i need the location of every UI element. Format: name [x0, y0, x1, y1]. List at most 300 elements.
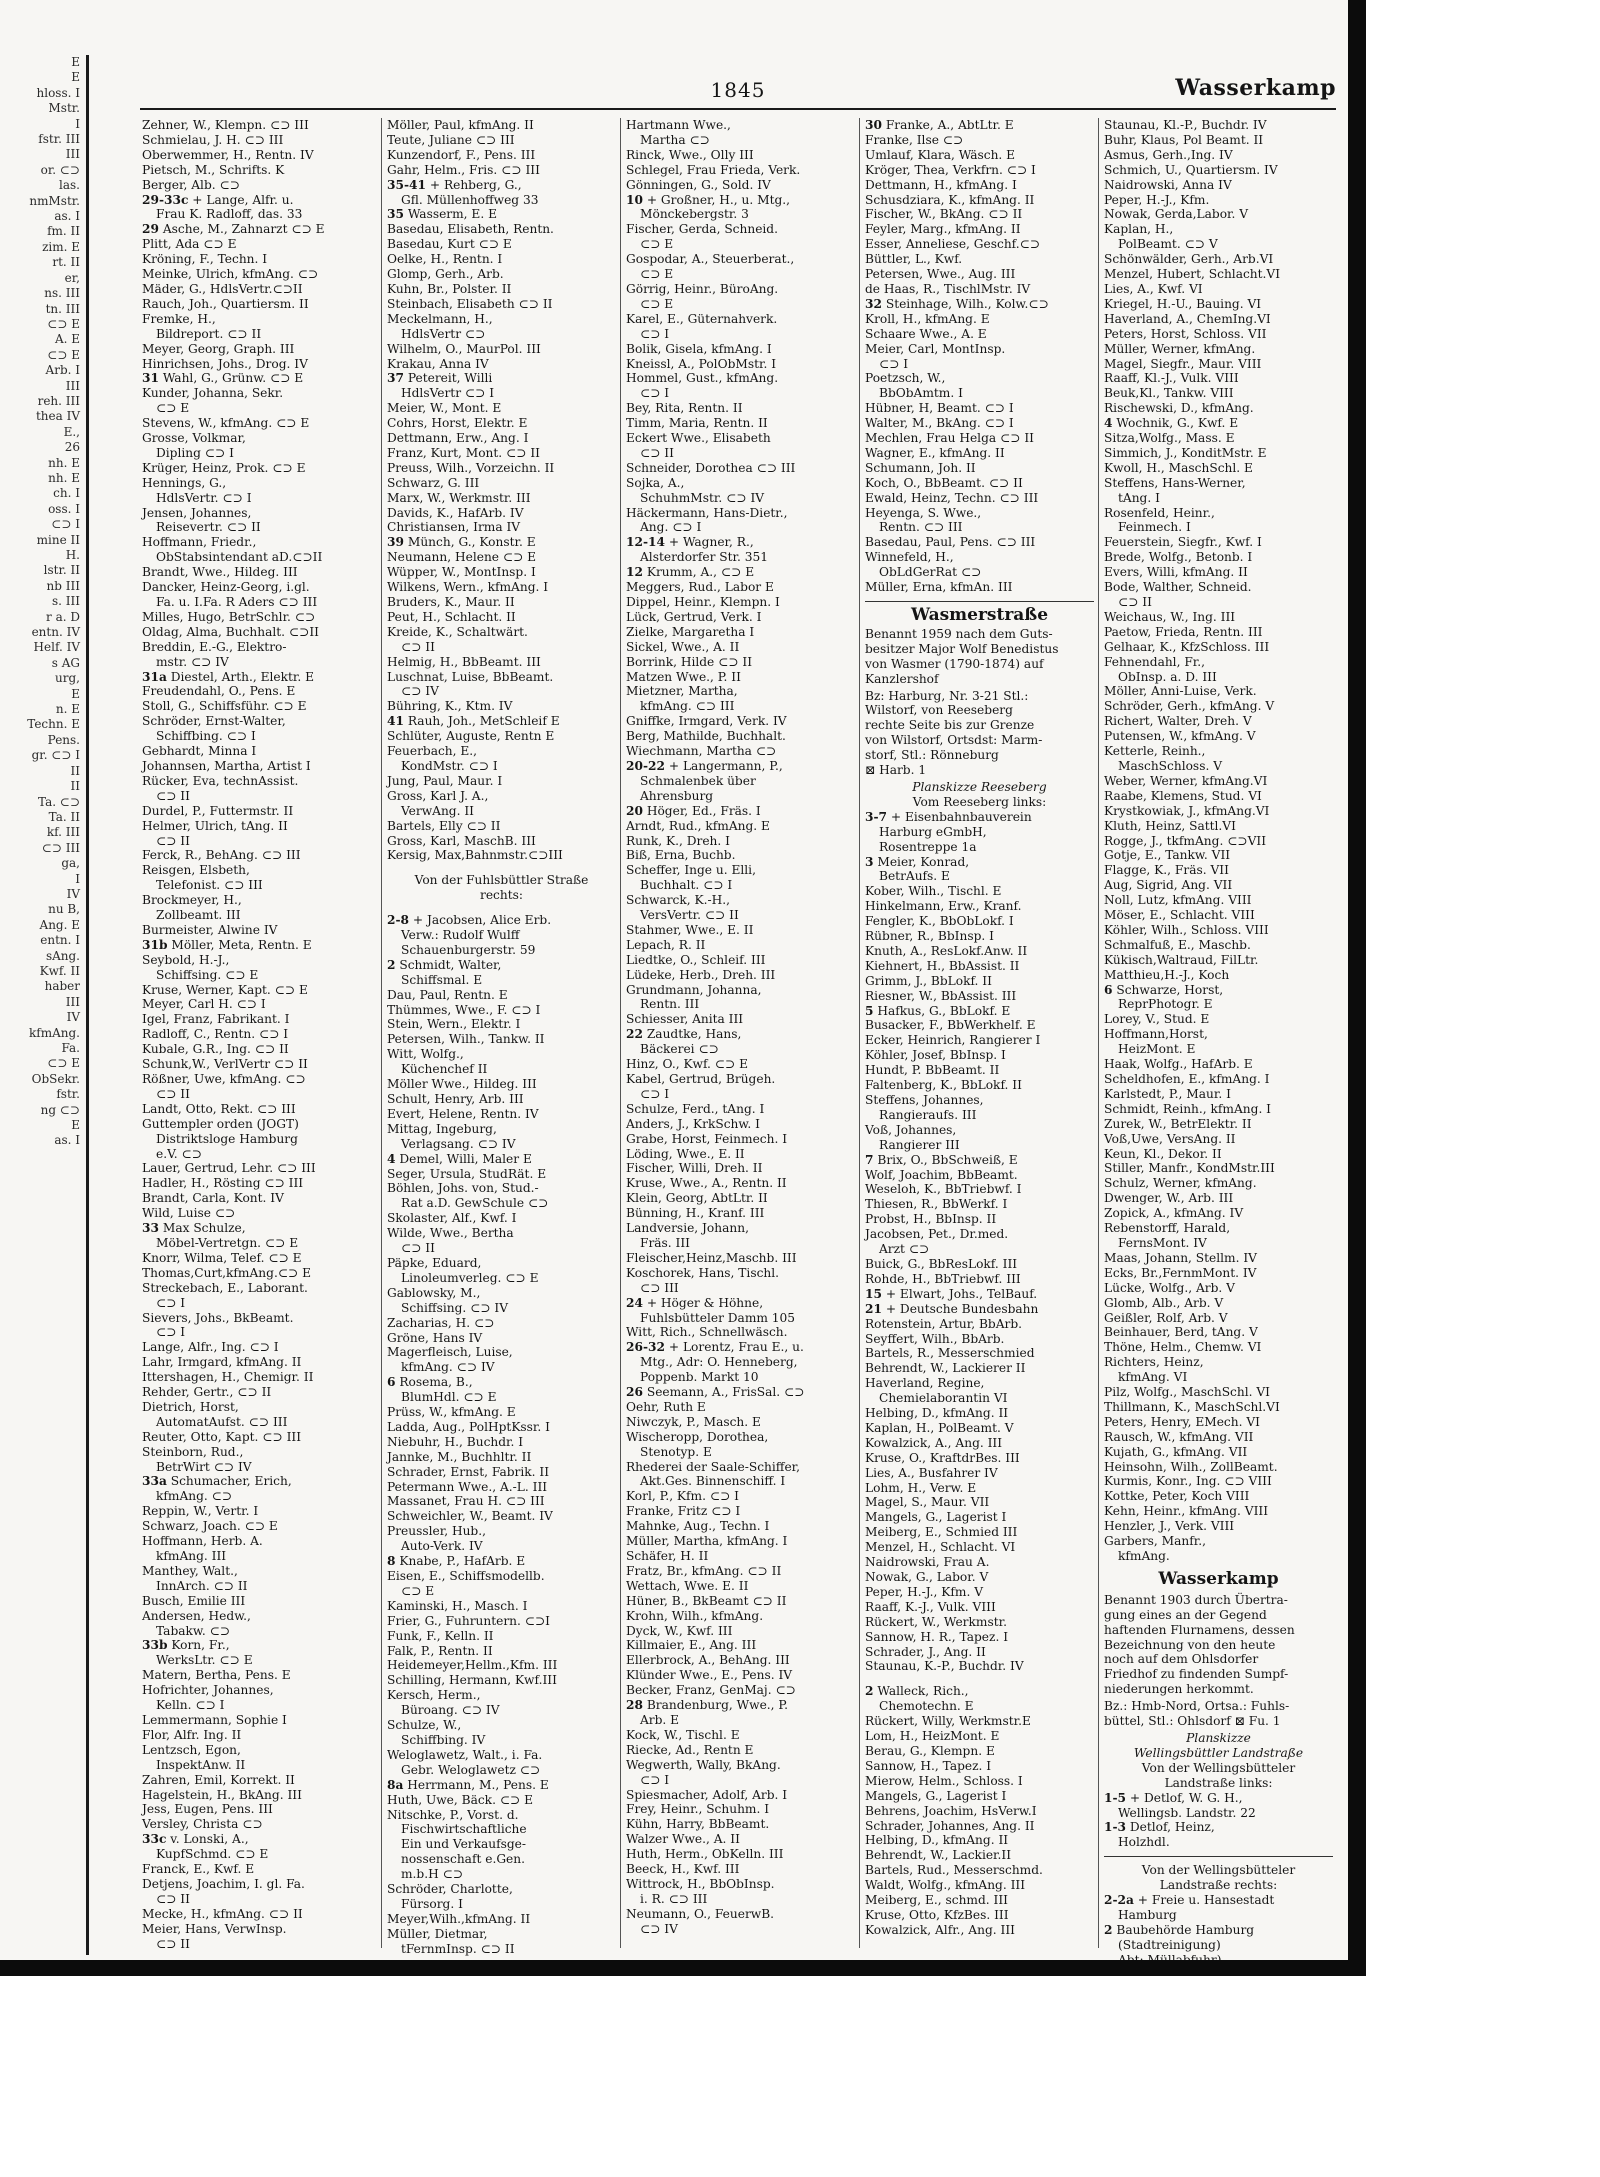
directory-entry	[142, 1862, 377, 1877]
directory-entry	[865, 222, 1094, 237]
entry-text: Umlauf, Klara, Wäsch. E	[865, 147, 1016, 162]
directory-entry	[626, 1266, 855, 1281]
entry-continuation	[387, 1390, 616, 1405]
entry-text: Neumann, Helene ⊂⊃ E	[387, 550, 537, 565]
entry-text: Ferck, R., BehAng. ⊂⊃ III	[142, 848, 301, 863]
directory-entry	[626, 1340, 855, 1355]
directory-entry	[865, 178, 1094, 193]
entry-text: Meier, Carl, MontInsp.	[865, 341, 1006, 356]
column-2	[381, 118, 620, 1956]
entry-text: Oldag, Alma, Buchhalt. ⊂⊃II	[142, 624, 319, 639]
entry-continuation	[142, 491, 377, 506]
bleed-fragment: A. E	[54, 332, 80, 347]
entry-text: Streckebach, E., Laborant.	[142, 1280, 308, 1295]
entry-text: Fremke, H.,	[142, 311, 216, 326]
directory-entry	[626, 148, 855, 163]
section-rule	[1104, 1856, 1333, 1857]
directory-entry	[626, 252, 855, 267]
directory-entry	[626, 1519, 855, 1534]
entry-text: Franke, Fritz ⊂⊃ I	[626, 1504, 741, 1519]
entry-text: Schunk,W., VerlVertr ⊂⊃ II	[142, 1057, 308, 1072]
directory-entry	[142, 357, 377, 372]
entry-text: Scheldhofen, E., kfmAng. I	[1104, 1072, 1270, 1086]
entry-text: Verlagsang. ⊂⊃ IV	[401, 1136, 516, 1151]
note-line: haftenden Flurnamens, dessen	[1104, 1622, 1295, 1637]
directory-entry	[387, 789, 616, 804]
directory-entry	[626, 1862, 855, 1877]
entry-text: Löding, Wwe., E. II	[626, 1146, 745, 1161]
entry-text: Häckermann, Hans-Dietr.,	[626, 505, 788, 520]
entry-text: Bildreport. ⊂⊃ II	[156, 326, 262, 341]
entry-text: Koch, O., BbBeamt. ⊂⊃ II	[865, 475, 1023, 490]
entry-text: Heyenga, S. Wwe.,	[865, 505, 982, 520]
directory-entry	[1104, 1311, 1333, 1326]
entry-text: Kruse, O., KraftdrBes. III	[865, 1450, 1020, 1465]
entry-text: Meinke, Ulrich, kfmAng. ⊂⊃	[142, 267, 319, 282]
house-number: 2-2a	[1104, 1893, 1134, 1908]
directory-entry	[142, 1117, 377, 1132]
house-number: 33b	[142, 1638, 168, 1653]
entry-text: Küchenchef II	[401, 1062, 488, 1077]
entry-continuation	[387, 1137, 616, 1152]
directory-entry	[865, 163, 1094, 178]
directory-entry	[1104, 1087, 1333, 1102]
entry-text: Sannow, H. R., Tapez. I	[865, 1629, 1009, 1644]
entry-text: Fengler, K., BbObLokf. I	[865, 914, 1014, 929]
directory-entry	[142, 1221, 377, 1236]
entry-text: Wischeropp, Dorothea,	[626, 1429, 769, 1444]
entry-text: Schaare Wwe., A. E	[865, 326, 987, 341]
entry-text: Buchhalt. ⊂⊃ I	[640, 878, 733, 893]
directory-entry	[1104, 252, 1333, 267]
entry-text: Feuerstein, Siegfr., Kwf. I	[1104, 535, 1262, 550]
entry-continuation	[1104, 237, 1333, 252]
entry-text: Koschorek, Hans, Tischl.	[626, 1265, 780, 1280]
entry-continuation	[626, 1713, 855, 1728]
directory-entry	[865, 1406, 1094, 1421]
entry-text: Seger, Ursula, StudRät. E	[387, 1166, 547, 1181]
directory-entry	[142, 684, 377, 699]
directory-entry	[1104, 267, 1333, 282]
entry-text: Auto-Verk. IV	[401, 1539, 483, 1554]
house-number: 8a	[387, 1777, 404, 1792]
entry-text: Knuth, A., ResLokf.Anw. II	[865, 943, 1028, 958]
directory-entry	[865, 1525, 1094, 1540]
entry-text: Magel, S., Maur. VII	[865, 1495, 990, 1510]
directory-entry	[626, 1534, 855, 1549]
directory-entry	[1104, 1117, 1333, 1132]
directory-entry	[626, 1221, 855, 1236]
directory-entry	[142, 1251, 377, 1266]
entry-text: Landt, Otto, Rekt. ⊂⊃ III	[142, 1101, 296, 1116]
entry-text: Frau K. Radloff, das. 33	[156, 207, 303, 222]
directory-entry	[1104, 1355, 1333, 1370]
bleed-fragment: Ang. E	[39, 917, 80, 932]
entry-text: Herrmann, M., Pens. E	[407, 1777, 549, 1792]
bleed-fragment: reh. III	[37, 393, 80, 408]
bleed-fragment: rt. II	[52, 255, 80, 270]
directory-entry	[626, 1624, 855, 1639]
entry-text: Krohn, Wilh., kfmAng.	[626, 1608, 764, 1623]
entry-text: MaschSchloss. V	[1118, 758, 1222, 773]
entry-text: ⊂⊃ E	[156, 401, 190, 416]
entry-text: Heidemeyer,Hellm.,Kfm. III	[387, 1658, 558, 1673]
entry-text: Behrens, Joachim, HsVerw.I	[865, 1803, 1037, 1818]
entry-text: Korn, Fr.,	[171, 1638, 230, 1653]
entry-text: + Deutsche Bundesbahn	[885, 1301, 1039, 1316]
entry-text: Brandt, Carla, Kont. IV	[142, 1191, 284, 1206]
entry-text: PolBeamt. ⊂⊃ V	[1118, 237, 1218, 252]
directory-entry	[1104, 416, 1333, 431]
entry-text: kfmAng. ⊂⊃	[156, 1489, 233, 1504]
entry-text: Kelln. ⊂⊃ I	[156, 1698, 225, 1713]
directory-entry	[1104, 401, 1333, 416]
entry-text: Krumm, A., ⊂⊃ E	[646, 565, 755, 580]
directory-entry	[1104, 1281, 1333, 1296]
entry-text: Hofrichter, Johannes,	[142, 1683, 274, 1698]
directory-entry	[142, 476, 377, 491]
bleed-fragment: oss. I	[48, 501, 80, 516]
entry-text: Igel, Franz, Fabrikant. I	[142, 1012, 290, 1027]
directory-entry	[626, 744, 855, 759]
directory-entry	[387, 1316, 616, 1331]
entry-text: (Stadtreinigung)	[1118, 1937, 1221, 1952]
directory-entry	[865, 252, 1094, 267]
directory-entry	[1104, 848, 1333, 863]
entry-text: Gospodar, A., Steuerberat.,	[626, 252, 795, 267]
entry-text: Böhlen, Johs. von, Stud.-	[387, 1181, 539, 1196]
entry-text: Gahr, Helm., Fris. ⊂⊃ III	[387, 162, 540, 177]
directory-entry	[387, 1107, 616, 1122]
column-5	[1098, 118, 1337, 1952]
entry-text: Distriktsloge Hamburg	[156, 1131, 298, 1146]
entry-text: Kneissl, A., PolObMstr. I	[626, 356, 777, 371]
entry-continuation	[1104, 491, 1333, 506]
entry-text: Preussler, Hub.,	[387, 1524, 486, 1539]
directory-entry	[865, 1332, 1094, 1347]
entry-text: Schiffbing. ⊂⊃ I	[156, 729, 256, 744]
bleed-fragment: E	[71, 55, 80, 69]
entry-continuation	[387, 1852, 616, 1867]
directory-entry	[142, 923, 377, 938]
house-number: 1-5	[1104, 1790, 1127, 1805]
directory-entry	[865, 1804, 1094, 1819]
directory-entry	[865, 1272, 1094, 1287]
directory-entry	[626, 1698, 855, 1713]
entry-text: Eckert Wwe., Elisabeth	[626, 431, 771, 446]
plan-sketch-label: Planskizze	[1186, 1730, 1251, 1745]
entry-text: Evert, Helene, Rentn. IV	[387, 1106, 539, 1121]
entry-text: Päpke, Eduard,	[387, 1255, 482, 1270]
entry-continuation	[142, 1489, 377, 1504]
entry-text: Ewald, Heinz, Techn. ⊂⊃ III	[865, 490, 1039, 505]
entry-text: Rotenstein, Artur, BbArb.	[865, 1316, 1023, 1331]
directory-entry	[865, 535, 1094, 550]
directory-entry	[865, 1078, 1094, 1093]
entry-text: Müller, Erna, kfmAn. III	[865, 580, 1013, 595]
directory-entry	[865, 1923, 1094, 1938]
entry-text: Ang. ⊂⊃ I	[640, 520, 702, 535]
directory-entry	[1104, 357, 1333, 372]
directory-entry	[865, 580, 1094, 595]
entry-text: Killmaier, E., Ang. III	[626, 1638, 757, 1653]
directory-entry	[142, 1922, 377, 1937]
entry-text: Schulze, W.,	[387, 1718, 462, 1733]
entry-text: m.b.H ⊂⊃	[401, 1867, 464, 1882]
directory-entry	[1104, 1161, 1333, 1176]
running-head	[140, 70, 1336, 102]
directory-entry	[1104, 684, 1333, 699]
entry-text: Wüpper, W., MontInsp. I	[387, 565, 536, 580]
entry-text: Raaff, Kl.-J., Vulk. VIII	[1104, 371, 1239, 386]
entry-continuation	[1104, 1370, 1333, 1385]
entry-text: Glomp, Gerh., Arb.	[387, 267, 504, 282]
entry-continuation	[626, 520, 855, 535]
entry-continuation	[142, 1087, 377, 1102]
entry-text: Seemann, A., FrisSal. ⊂⊃	[646, 1385, 805, 1400]
entry-text: Harburg eGmbH,	[879, 824, 987, 839]
entry-text: Haak, Wolfg., HafArb. E	[1104, 1057, 1253, 1072]
bleed-fragment: nb III	[46, 578, 80, 593]
entry-text: Wellingsb. Landstr. 22	[1118, 1805, 1256, 1820]
directory-entry	[626, 178, 855, 193]
directory-entry	[142, 1161, 377, 1176]
entry-text: Preuss, Wilh., Vorzeichn. II	[387, 460, 555, 475]
entry-text: Thiesen, R., BbWerkf. I	[865, 1197, 1008, 1212]
entry-text: Rebenstorff, Harald,	[1104, 1221, 1231, 1236]
entry-text: Kunzendorf, F., Pens. III	[387, 147, 536, 162]
entry-continuation	[142, 1624, 377, 1639]
directory-entry	[1104, 1266, 1333, 1281]
entry-text: Büroang. ⊂⊃ IV	[401, 1703, 500, 1718]
entry-text: Lorey, V., Stud. E	[1104, 1012, 1210, 1027]
directory-entry	[142, 1474, 377, 1489]
entry-text: ObLdGerRat ⊂⊃	[879, 565, 982, 580]
entry-continuation	[142, 1147, 377, 1162]
entry-text: Luschnat, Luise, BbBeamt.	[387, 669, 554, 684]
bleed-fragment: zim. E	[42, 239, 80, 254]
entry-text: ⊂⊃ E	[640, 237, 674, 252]
directory-entry	[865, 989, 1094, 1004]
entry-text: Detlof, Heinz,	[1129, 1820, 1215, 1835]
directory-entry	[142, 1340, 377, 1355]
directory-entry	[865, 416, 1094, 431]
bleed-fragment: Mstr.	[48, 101, 80, 116]
entry-text: Voß,Uwe, VersAng. II	[1104, 1131, 1236, 1146]
entry-text: Hamburg	[1118, 1907, 1177, 1922]
entry-text: Kehn, Heinr., kfmAng. VIII	[1104, 1504, 1269, 1519]
entry-text: Gebr. Weloglawetz ⊂⊃	[401, 1762, 541, 1777]
entry-text: Rauh, Joh., MetSchleif E	[407, 714, 560, 729]
directory-entry	[387, 178, 616, 193]
bleed-fragment: ⊂⊃ III	[41, 840, 80, 855]
directory-entry	[626, 580, 855, 595]
directory-entry	[865, 1481, 1094, 1496]
entry-text: Hinrichsen, Johs., Drog. IV	[142, 356, 308, 371]
directory-entry	[387, 237, 616, 252]
directory-entry	[626, 401, 855, 416]
entry-text: Matern, Bertha, Pens. E	[142, 1668, 291, 1683]
entry-text: Kwoll, H., MaschSchl. E	[1104, 460, 1253, 475]
entry-text: Schiffsmal. E	[401, 972, 483, 987]
bleed-fragment: Ta. II	[48, 809, 80, 824]
entry-text: Tabakw. ⊂⊃	[156, 1623, 231, 1638]
house-number: 33c	[142, 1832, 167, 1847]
entry-text: ⊂⊃ E	[640, 296, 674, 311]
entry-text: Verw.: Rudolf Wulff	[401, 928, 520, 943]
directory-entry	[865, 1063, 1094, 1078]
entry-text: Aug, Sigrid, Ang. VII	[1104, 878, 1233, 893]
bleed-fragment: nh. E	[48, 455, 80, 470]
entry-text: Hüner, B., BkBeamt ⊂⊃ II	[626, 1593, 787, 1608]
entry-text: Klein, Georg, AbtLtr. II	[626, 1191, 768, 1206]
directory-entry	[626, 431, 855, 446]
bleed-fragment: Pens.	[47, 732, 80, 747]
entry-text: Kriegel, H.-U., Bauing. VI	[1104, 296, 1262, 311]
entry-text: Schiffbing. IV	[401, 1732, 486, 1747]
entry-text: Kunder, Johanna, Sekr.	[142, 386, 284, 401]
bleed-fragment: E.,	[63, 424, 80, 439]
directory-entry	[387, 1345, 616, 1360]
directory-entry	[1104, 923, 1333, 938]
note-line: storf, Stl.: Rönneburg	[865, 748, 999, 763]
entry-text: Asche, M., Zahnarzt ⊂⊃ E	[162, 222, 325, 237]
directory-entry	[387, 1286, 616, 1301]
entry-text: Dau, Paul, Rentn. E	[387, 987, 508, 1002]
entry-text: Staunau, Kl.-P., Buchdr. IV	[1104, 118, 1267, 132]
directory-entry	[387, 312, 616, 327]
entry-text: Dettmann, H., kfmAng. I	[865, 177, 1017, 192]
entry-text: HeizMont. E	[1118, 1042, 1196, 1057]
entry-text: + Jacobsen, Alice Erb.	[412, 913, 552, 928]
directory-entry	[142, 1728, 377, 1743]
entry-text: kfmAng. III	[156, 1549, 227, 1563]
directory-entry	[1104, 983, 1333, 998]
entry-text: Kuhn, Br., Polster. II	[387, 281, 512, 296]
directory-entry	[387, 1658, 616, 1673]
directory-entry	[387, 282, 616, 297]
directory-entry	[865, 1630, 1094, 1645]
entry-text: Sievers, Johs., BkBeamt.	[142, 1310, 294, 1325]
entry-text: WerksLtr. ⊂⊃ E	[156, 1653, 253, 1668]
directory-entry	[626, 1504, 855, 1519]
directory-entry	[626, 759, 855, 774]
bleed-fragment: hloss. I	[36, 85, 80, 100]
directory-columns	[142, 118, 1338, 1956]
entry-text: kfmAng. VI	[1118, 1370, 1188, 1385]
directory-entry	[626, 1683, 855, 1698]
entry-text: Paetow, Frieda, Rentn. III	[1104, 624, 1263, 639]
entry-text: Feuerbach, E.,	[387, 744, 478, 759]
directory-entry	[626, 983, 855, 998]
entry-continuation	[626, 207, 855, 222]
directory-entry	[865, 371, 1094, 386]
entry-text: Marx, W., Werkmstr. III	[387, 490, 531, 505]
note-line: rechte Seite bis zur Grenze	[865, 718, 1035, 733]
entry-text: FernsMont. IV	[1118, 1235, 1207, 1250]
directory-entry	[387, 714, 616, 729]
house-number: 35-41	[387, 177, 426, 192]
bleed-fragment: I	[75, 116, 80, 131]
entry-continuation	[626, 774, 855, 789]
entry-text: Haverland, Regine,	[865, 1376, 985, 1391]
directory-entry	[1104, 222, 1333, 237]
directory-entry	[142, 312, 377, 327]
directory-entry	[1104, 193, 1333, 208]
note-line: Kanzlershof	[865, 671, 939, 686]
house-number: 20	[626, 803, 643, 818]
directory-entry	[387, 1494, 616, 1509]
entry-text: Meyer,Wilh.,kfmAng. II	[387, 1911, 531, 1926]
directory-entry	[865, 1729, 1094, 1744]
entry-text: Poppenb. Markt 10	[640, 1370, 759, 1385]
bleed-fragment: ObSekr.	[31, 1071, 80, 1086]
directory-entry	[387, 357, 616, 372]
directory-entry	[1104, 1191, 1333, 1206]
entry-text: Mahnke, Aug., Techn. I	[626, 1519, 770, 1534]
entry-continuation	[142, 968, 377, 983]
directory-entry	[142, 1072, 377, 1087]
directory-entry	[626, 834, 855, 849]
directory-entry	[1104, 1340, 1333, 1355]
directory-entry	[387, 1122, 616, 1137]
entry-continuation	[387, 1062, 616, 1077]
entry-text: Petersen, Wilh., Tankw. II	[387, 1032, 545, 1047]
entry-continuation	[1104, 1835, 1333, 1850]
directory-entry	[387, 267, 616, 282]
entry-continuation	[626, 878, 855, 893]
street-heading: Wasserkamp	[1158, 1568, 1279, 1589]
entry-text: Naidrowski, Frau A.	[865, 1555, 990, 1570]
directory-entry	[626, 1206, 855, 1221]
entry-text: Mtg., Adr: O. Henneberg,	[640, 1355, 798, 1370]
entry-text: Hagelstein, H., BkAng. III	[142, 1787, 302, 1802]
directory-entry	[387, 1152, 616, 1167]
direction-heading: Von der Wellingsbütteler	[1141, 1863, 1296, 1878]
column-4	[859, 118, 1098, 1948]
note-line: besitzer Major Wolf Benedistus	[865, 641, 1059, 656]
entry-text: Lücke, Wolfg., Arb. V	[1104, 1280, 1235, 1295]
entry-text: ObStabsintendant aD.⊂⊃II	[156, 550, 323, 565]
directory-entry	[387, 1748, 616, 1763]
entry-continuation	[1104, 997, 1333, 1012]
directory-entry	[626, 222, 855, 237]
house-number: 29	[142, 222, 159, 237]
bleed-fragment: II	[70, 779, 80, 794]
page-number: 1845	[710, 78, 766, 102]
entry-text: Runk, K., Dreh. I	[626, 833, 730, 848]
direction-heading: Von der Fuhlsbüttler Straße	[414, 873, 589, 888]
entry-text: Wilkens, Wern., kfmAng. I	[387, 580, 549, 595]
entry-text: Nowak, Gerda,Labor. V	[1104, 207, 1249, 222]
entry-text: Feyler, Marg., kfmAng. II	[865, 222, 1021, 237]
bleed-fragment: kf. III	[46, 825, 80, 840]
entry-text: Mechlen, Frau Helga ⊂⊃ II	[865, 431, 1034, 446]
directory-entry	[626, 938, 855, 953]
entry-text: Köhler, Wilh., Schloss. VIII	[1104, 922, 1269, 937]
entry-text: Kükisch,Waltraud, FilLtr.	[1104, 952, 1259, 967]
directory-entry	[1104, 133, 1333, 148]
entry-text: Nitschke, P., Vorst. d.	[387, 1807, 519, 1822]
directory-entry	[865, 1302, 1094, 1317]
entry-text: InnArch. ⊂⊃ II	[156, 1578, 248, 1593]
entry-text: Rücker, Eva, technAssist.	[142, 773, 299, 788]
directory-entry	[1104, 1519, 1333, 1534]
directory-entry	[865, 1510, 1094, 1525]
directory-entry	[626, 1758, 855, 1773]
entry-text: Henzler, J., Verk. VIII	[1104, 1519, 1235, 1534]
entry-text: Wagner, E., kfmAng. II	[865, 445, 1005, 460]
